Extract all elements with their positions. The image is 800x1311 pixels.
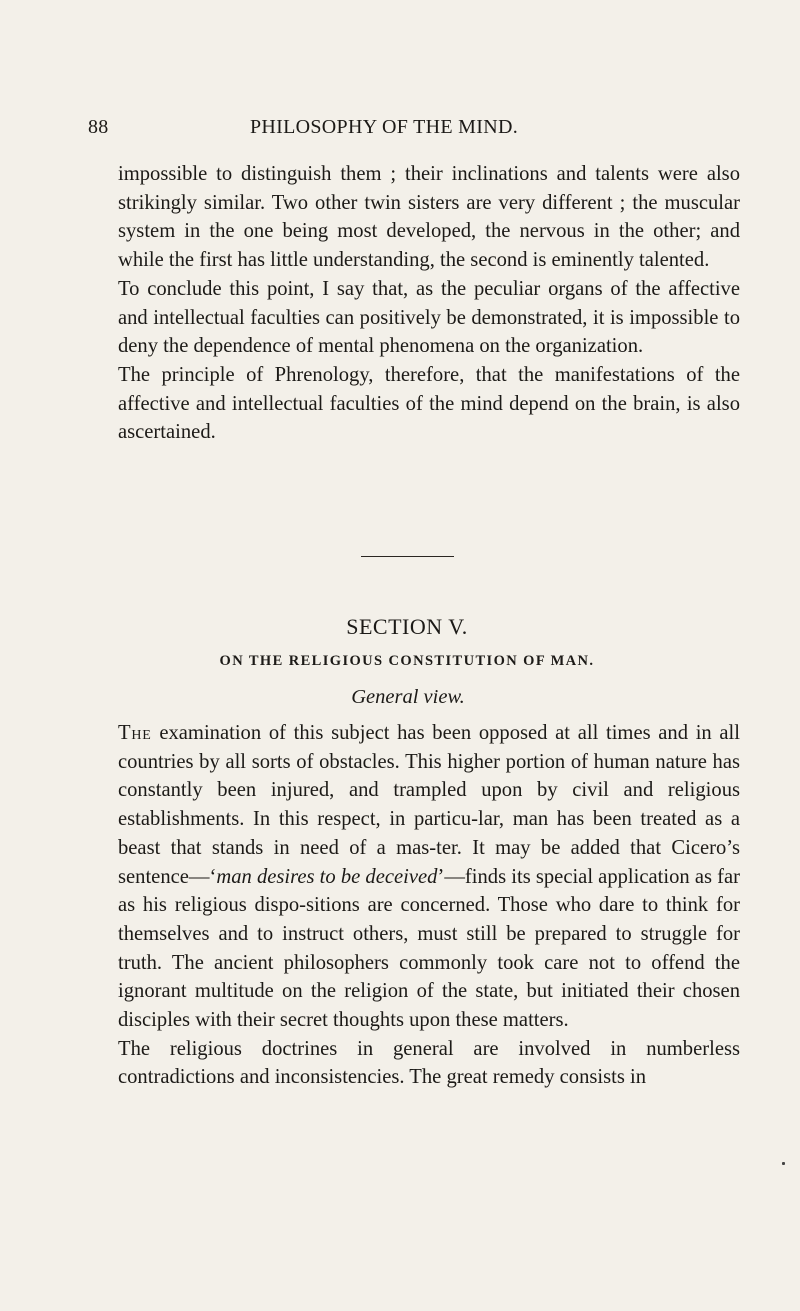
paragraph: The principle of Phrenology, therefore, that the manifestations of the affective and intellectual faculties of the mind depend on the brain, is also ascertained. xyxy=(118,363,740,444)
section-title: SECTION V. xyxy=(346,614,468,639)
section-divider xyxy=(361,556,454,557)
paragraph: The religious doctrines in general are involved in numberless contradictions and inconsistencies. The great remedy consists in xyxy=(118,1037,740,1089)
section-body xyxy=(118,719,740,1092)
section-subtitle: ON THE RELIGIOUS CONSTITUTION OF MAN. xyxy=(219,653,595,669)
paragraph: impossible to distinguish them ; their inclinations and talents were also strikingly similar. Two other twin sisters are very different ; the muscular system in the one being most developed, the nervous in the other; and while the first has little understanding, the second is eminently talented. xyxy=(118,163,740,272)
paragraph: To conclude this point, I say that, as the peculiar organs of the affective and intellectual faculties can positively be demonstrated, it is impossible to deny the dependence of mental phenomena on the organization. xyxy=(118,277,740,358)
running-head xyxy=(88,116,680,146)
paragraph xyxy=(118,719,740,1035)
running-title: PHILOSOPHY OF THE MIND. xyxy=(249,116,519,138)
quotation: man desires to be deceived xyxy=(216,865,438,888)
margin-mark xyxy=(782,1162,785,1165)
page-number: 88 xyxy=(88,116,109,138)
continuation-text xyxy=(118,160,740,447)
opening-word: The xyxy=(118,722,152,744)
text-run: examination of this subject has been opposed at all times and in all countries by all sorts of obstacles. This higher portion of human nature has constantly been injured, and trampled upon by civil and religious establishments. In this respect, in particu-lar, man has been treated as a beast that stands in need of a mas-ter. It may be added that Cicero’s sentence—‘ xyxy=(118,722,740,888)
subheading: General view. xyxy=(351,686,465,708)
text-run: ’—finds its special application as far as his religious dispo-sitions are concerned. Those who dare to think for themselves and to instruct others, must still be prepared to struggle for truth. The ancient philosophers commonly took care not to offend the ignorant multitude on the religion of the state, but initiated their chosen disciples with their secret thoughts upon these matters. xyxy=(118,865,740,1032)
